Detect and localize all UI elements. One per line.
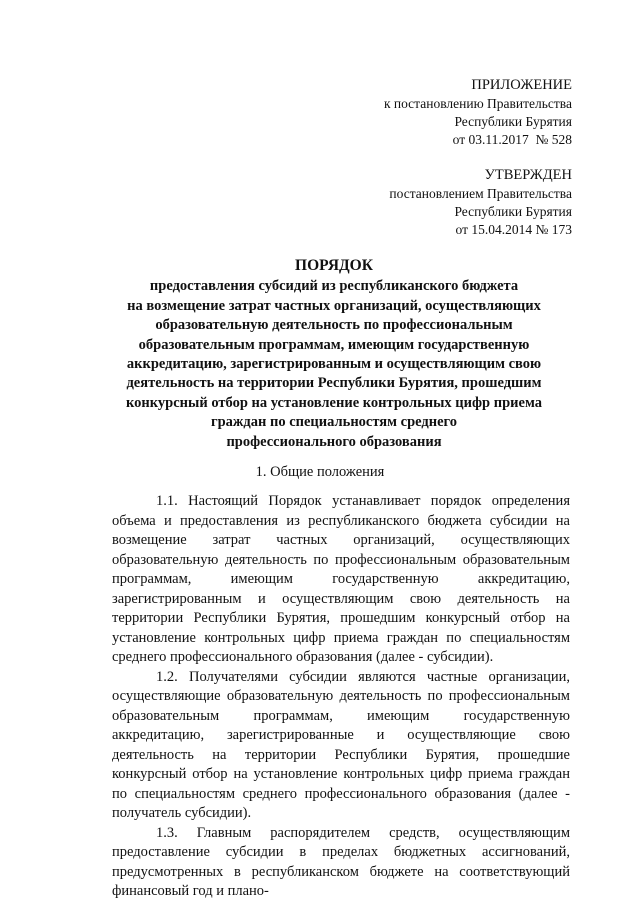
title-line: деятельность на территории Республики Бурятия, прошедшим <box>126 375 542 392</box>
title-line: образовательным программам, имеющим государственную <box>138 336 530 353</box>
approved-line: постановлением Правительства <box>389 186 572 201</box>
appendix-line: к постановлению Правительства <box>383 96 572 111</box>
appendix-line: от 03.11.2017 № 528 <box>452 132 572 147</box>
section-heading: 1. Общие положения <box>255 464 385 480</box>
paragraph-1-2: 1.2. Получателями субсидии являются частные организации, осуществляющие образовательную деятельность по профессиональным образовательным программам, имеющим государственную аккредитацию, зарегистрированные и осуществляющие свою деятельность на территории Республики Бурятия, прошедшие конкурсный отбор на установление контрольных цифр приема граждан по специальностям среднего профессионального образования (далее - получатель субсидии). <box>112 668 570 821</box>
title-line: образовательную деятельность по профессиональным <box>155 317 513 334</box>
appendix-block <box>384 75 572 149</box>
appendix-line: Республики Бурятия <box>454 114 572 129</box>
title-line: профессионального образования <box>226 433 442 450</box>
title-line: на возмещение затрат частных организаций, осуществляющих <box>127 297 541 314</box>
title-main: ПОРЯДОК <box>295 257 373 274</box>
title-line: предоставления субсидий из республиканского бюджета <box>149 278 519 295</box>
section-body <box>112 492 570 902</box>
paragraph-1-3: 1.3. Главным распорядителем средств, осуществляющим предоставление субсидии в пределах бюджетных ассигнований, предусмотренных в республиканском бюджете на соответствующий финансовый год и плано- <box>112 824 570 899</box>
approved-block <box>389 165 572 239</box>
title-line: граждан по специальностям среднего <box>211 414 457 431</box>
approved-line: от 15.04.2014 № 173 <box>455 222 572 237</box>
approved-line: Республики Бурятия <box>454 204 572 219</box>
paragraph-1-1: 1.1. Настоящий Порядок устанавливает порядок определения объема и предоставления из республиканского бюджета субсидии на возмещение затрат частных организаций, осуществляющих образовательную деятельность по профессиональным образовательным программам, имеющим государственную аккредитацию, зарегистрированным и осуществляющим свою деятельность на территории Республики Бурятия, прошедшим конкурсный отбор на установление контрольных цифр приема граждан по специальностям среднего профессионального образования (далее - субсидии). <box>112 493 570 665</box>
document-title <box>100 256 568 452</box>
approved-heading: УТВЕРЖДЕН <box>484 167 572 183</box>
title-line: конкурсный отбор на установление контрольных цифр приема <box>126 394 542 411</box>
appendix-heading: ПРИЛОЖЕНИЕ <box>471 77 572 93</box>
title-line: аккредитацию, зарегистрированным и осуществляющим свою <box>126 356 542 373</box>
